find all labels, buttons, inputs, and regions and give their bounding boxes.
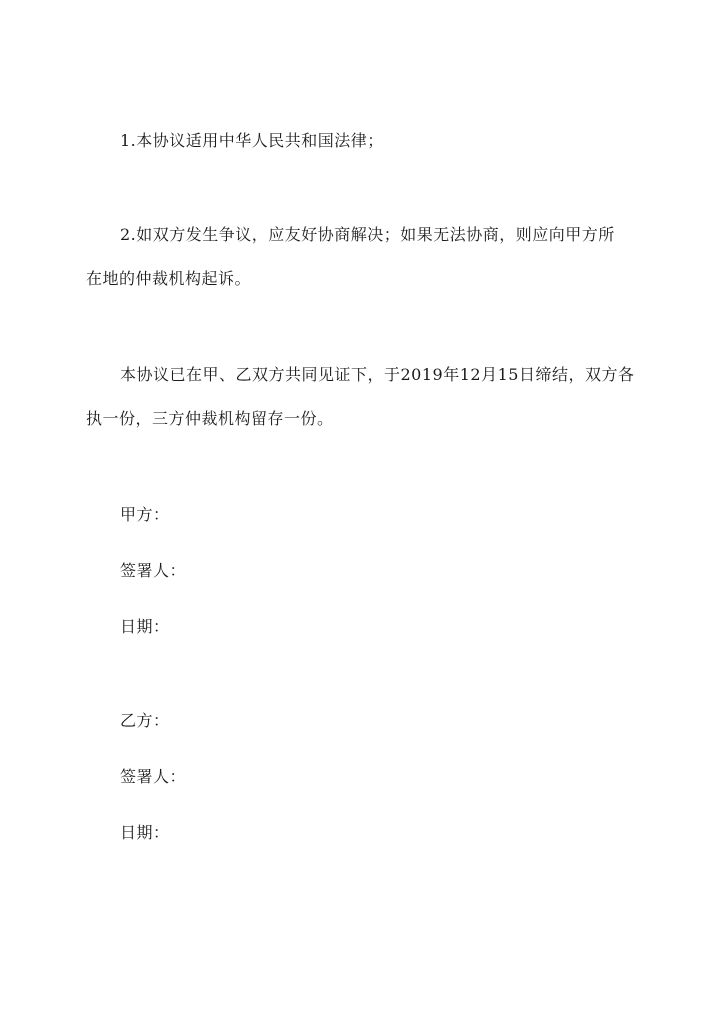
party-b-label: 乙方： bbox=[120, 711, 170, 730]
party-a-label: 甲方： bbox=[120, 505, 170, 524]
party-b-signer-label: 签署人： bbox=[120, 767, 187, 786]
party-a-signer-label: 签署人： bbox=[120, 561, 187, 580]
clause-2-line-1: 2.如双方发生争议，应友好协商解决；如果无法协商，则应向甲方所 bbox=[120, 225, 615, 244]
party-b-date-label: 日期： bbox=[120, 823, 170, 842]
party-a-date-label: 日期： bbox=[120, 617, 170, 636]
closing-line-2: 执一份，三方仲裁机构留存一份。 bbox=[86, 409, 334, 428]
clause-1: 1.本协议适用中华人民共和国法律； bbox=[120, 131, 384, 150]
clause-2-line-2: 在地的仲裁机构起诉。 bbox=[86, 269, 252, 288]
closing-line-1: 本协议已在甲、乙双方共同见证下，于2019年12月15日缔结，双方各 bbox=[120, 365, 635, 384]
